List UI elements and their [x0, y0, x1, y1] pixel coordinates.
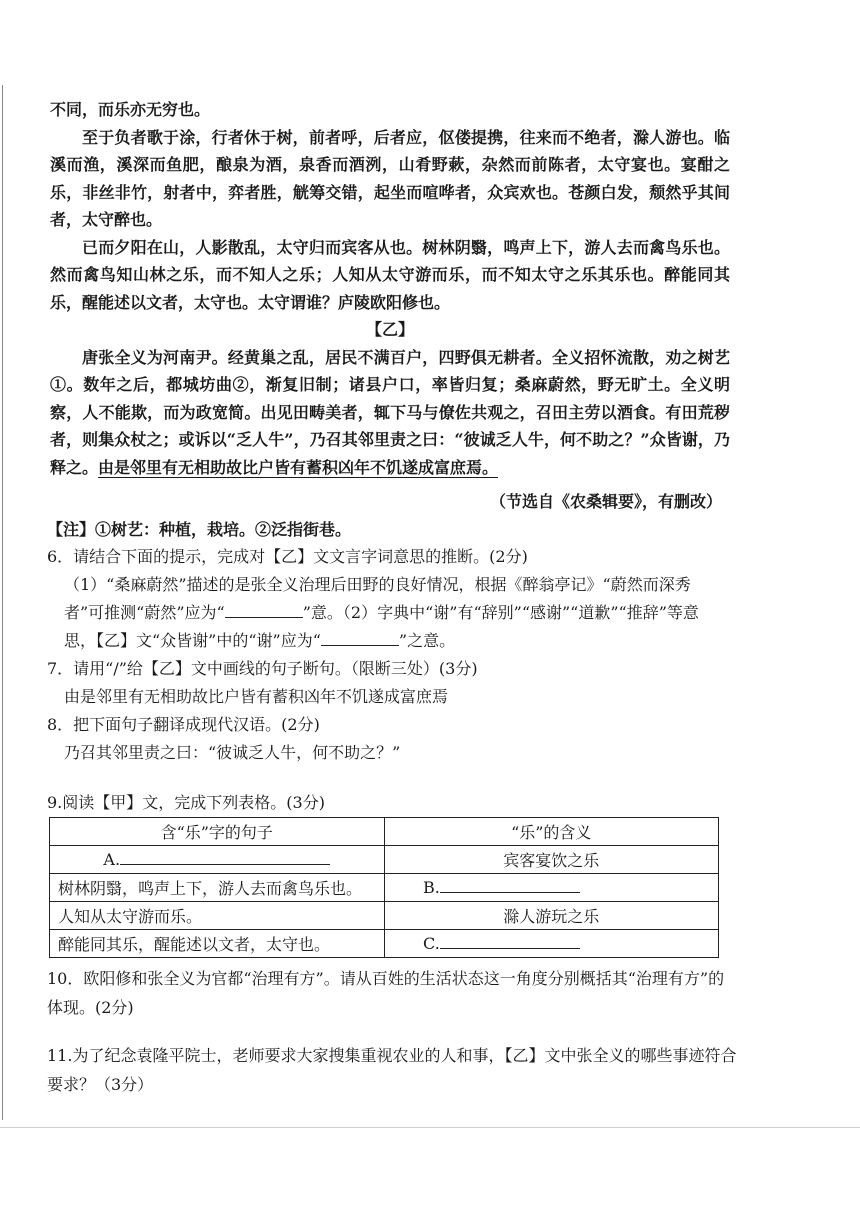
table-row: [50, 930, 719, 958]
question-7: 7．请用“/”给【乙】文中画线的句子断句。（限断三处）(3分): [47, 659, 478, 678]
table-cell: 树林阴翳，鸣声上下，游人去而禽鸟乐也。: [50, 874, 385, 902]
question-9-table: [49, 817, 719, 958]
question-6: 6．请结合下面的提示，完成对【乙】文文言字词意思的推断。(2分): [47, 547, 528, 566]
question-7-sentence: 由是邻里有无相助故比户皆有蓄积凶年不饥遂成富庶焉: [64, 687, 449, 706]
table-cell[interactable]: B.: [384, 874, 719, 902]
passage-jia-paragraph: 已而夕阳在山，人影散乱，太守归而宾客从也。树林阴翳，鸣声上下，游人去而禽鸟乐也。然而禽鸟知山林之乐，而不知人之乐；人知从太守游而乐，而不知太守之乐其乐也。醉能同其乐，醒能述以文者，太守也。太守谓谁？庐陵欧阳修也。: [50, 237, 730, 312]
scan-edge-line: [2, 85, 3, 1120]
table-row: [50, 874, 719, 902]
question-8: 8．把下面句子翻译成现代汉语。(2分): [47, 715, 320, 734]
scan-bottom-line: [0, 1127, 860, 1128]
answer-blank[interactable]: [440, 878, 580, 893]
passage-yi-heading: 【乙】: [365, 320, 414, 339]
table-header-row: [50, 818, 719, 846]
question-11: 11.为了纪念袁隆平院士，老师要求大家搜集重视农业的人和事，【乙】文中张全义的哪些事迹符合要求？（3分）: [47, 1046, 737, 1094]
passage-jia-paragraph: 至于负者歌于涂，行者休于树，前者呼，后者应，伛偻提携，往来而不绝者，滁人游也。临溪而渔，溪深而鱼肥，酿泉为酒，泉香而酒洌，山肴野蔌，杂然而前陈者，太守宴也。宴酣之乐，非丝非竹，射者中，弈者胜，觥筹交错，起坐而喧哗者，众宾欢也。苍颜白发，颓然乎其间者，太守醉也。: [50, 127, 730, 229]
question-10: 10．欧阳修和张全义为官都“治理有方”。请从百姓的生活状态这一角度分别概括其“治理有方”的体现。(2分): [47, 969, 725, 1017]
passage-jia-line: 不同，而乐亦无穷也。: [50, 100, 211, 119]
answer-blank[interactable]: [120, 850, 330, 865]
answer-blank[interactable]: [321, 631, 399, 646]
table-cell: 醉能同其乐，醒能述以文者，太守也。: [50, 930, 385, 958]
passage-yi-underlined: 由是邻里有无相助故比户皆有蓄积凶年不饥遂成富庶焉。: [98, 457, 499, 477]
table-header: “乐”的含义: [384, 818, 719, 846]
answer-blank[interactable]: [225, 603, 303, 618]
table-row: [50, 902, 719, 930]
passage-note: 【注】①树艺：种植，栽培。②泛指街巷。: [47, 520, 352, 539]
question-6-body: （1）“桑麻蔚然”描述的是张全义治理后田野的良好情况，根据《醉翁亭记》“蔚然而深秀者”可推测“蔚然”应为“ ”意。（2）字典中“谢”有“辞别”“感谢”“道歉”“推辞”等意思，【乙】文“众皆谢”中的“谢”应为“ ”之意。: [64, 575, 699, 650]
table-cell[interactable]: A.: [50, 846, 385, 874]
table-cell: 滁人游玩之乐: [384, 902, 719, 930]
passage-yi-text: 唐张全义为河南尹。经黄巢之乱，居民不满百户，四野俱无耕者。全义招怀流散，劝之树艺①。数年之后，都城坊曲②，渐复旧制；诸县户口，率皆归复；桑麻蔚然，野无旷土。全义明察，人不能欺，而为政宽简。出见田畴美者，辄下马与僚佐共观之，召田主劳以酒食。有田荒秽者，则集众杖之；或诉以“乏人牛”，乃召其邻里责之曰：“彼诚乏人牛，何不助之？”众皆谢，乃释之。: [50, 347, 730, 477]
table-cell: 人知从太守游而乐。: [50, 902, 385, 930]
table-row: [50, 846, 719, 874]
table-cell[interactable]: C.: [384, 930, 719, 958]
question-9: 9.阅读【甲】文，完成下列表格。(3分): [47, 793, 325, 812]
passage-yi-paragraph: [50, 344, 730, 482]
reading-passage: [47, 96, 730, 767]
passage-source: （节选自《农桑辑要》，有删改）: [489, 492, 722, 511]
question-8-sentence: 乃召其邻里责之曰：“彼诚乏人牛，何不助之？”: [64, 743, 401, 762]
answer-blank[interactable]: [440, 934, 580, 949]
table-cell: 宾客宴饮之乐: [384, 846, 719, 874]
table-header: 含“乐”字的句子: [50, 818, 385, 846]
